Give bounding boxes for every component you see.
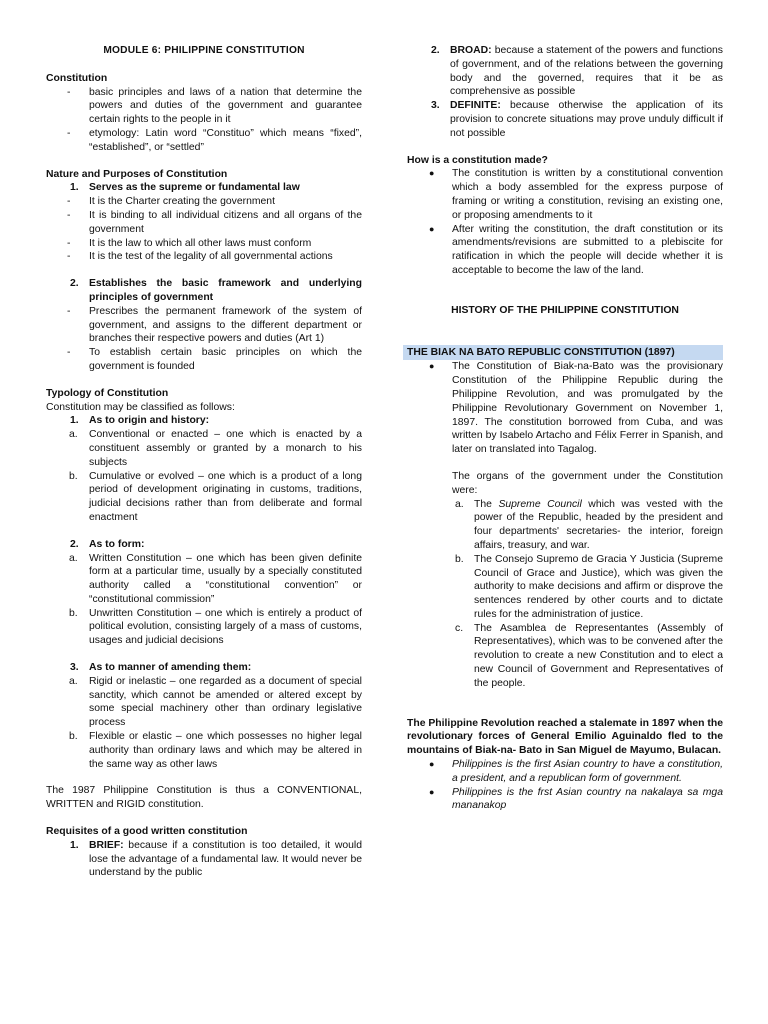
module-title: MODULE 6: PHILIPPINE CONSTITUTION	[103, 45, 305, 56]
stalemate-paragraph: The Philippine Revolution reached a stalemate in 1897 when the revolutionary forces of General Emilio Aguinaldo fled to the mountains of Biak-na- Bato in San Miguel de Mayumo, Bulacan.	[407, 717, 723, 757]
list-item: - Prescribes the permanent framework of the system of government, and assigns to the different department or branches their respective powers and duties (Art 1)	[67, 305, 362, 345]
list-item: 3. DEFINITE: because otherwise the application of its provision to concrete situations may prove unduly difficult if not possible	[431, 100, 723, 139]
list-item: a. Conventional or enacted – one which is enacted by a constituent assembly or granted by a monarch to his subjects	[69, 429, 362, 468]
list-item: b. The Consejo Supremo de Gracia Y Justicia (Supreme Council of Grace and Justice), which was given the authority to make decisions and affirm or disprove the sentences rendered by other courts and to dictate rules for the administration of justice.	[455, 553, 723, 620]
how-made-section	[407, 154, 723, 278]
biak-title: THE BIAK NA BATO REPUBLIC CONSTITUTION (1897)	[403, 345, 723, 361]
nature-point-1: 1. Serves as the supreme or fundamental law	[70, 182, 300, 194]
list-item: ● Philippines is the frst Asian country na nakalaya sa mga mananakop	[429, 786, 723, 812]
list-item: b. Cumulative or evolved – one which is a product of a long period of development originating in customs, traditions, judicial decisions rather than from deliberate and formal enactment	[69, 470, 362, 523]
nature-section	[46, 168, 362, 374]
requisites-heading: Requisites of a good written constitution	[46, 826, 248, 838]
requisites-list-right	[407, 44, 723, 141]
typology-section: Typology of Constitution Constitution may be classified as follows: 1. As to origin and history: a. Conventional or enacted – one which is enacted by a constituent assembly or granted by a monarch to his subjects b. Cumulative or evolved – one which is a product of a long period of development originating in customs, traditions, judicial decisions rather than from deliberate and formal enactment 2. As to form: a. Written Constitution – one which has been given definite form at a particular time, usually by a specially constituted authority called a “constitutional convention” or “constitutional commission” b. Unwritten Constitution – one which is entirely a product of political evolution, consisting largely of a mass of customs, usages and judicial decisions 3. As to manner of amending them: a. Rigid or inelastic – one regarded as a document of special sanctity, which cannot be amended or altered except by some special machinery other than ordinary legislative process b. Flexible or elastic – one which possesses no higher legal authority than ordinary laws and which may be altered in the same way as other laws The 1987 Philippine Constitution is thus a CONVENTIONAL, WRITTEN and RIGID constitution.	[46, 387, 362, 811]
constitution-section	[46, 72, 362, 155]
list-item: 1. BRIEF: because if a constitution is too detailed, it would lose the advantage of a fundamental law. It would never be understand by the public	[70, 839, 362, 879]
right-column	[407, 44, 723, 813]
list-item: - To establish certain basic principles on which the government is founded	[67, 347, 362, 372]
constitution-heading: Constitution	[46, 72, 108, 84]
list-item: 2. BROAD: because a statement of the powers and functions of government, and of the relations between the governing body and the governed, requires that it be as comprehensive as possible	[431, 45, 723, 98]
history-heading: HISTORY OF THE PHILIPPINE CONSTITUTION	[451, 304, 679, 316]
requisites-section	[46, 825, 362, 880]
list-item: - etymology: Latin word “Constituo” which means “fixed”, “established”, or “settled”	[67, 127, 362, 153]
list-item: a. Rigid or inelastic – one regarded as a document of special sanctity, which cannot be amended or altered except by some special machinery other than ordinary legislative process	[69, 675, 362, 729]
nature-heading: Nature and Purposes of Constitution	[46, 168, 228, 180]
nature-point-1-list	[46, 195, 362, 264]
nature-point-2: 2. Establishes the basic framework and underlying principles of government	[70, 278, 362, 303]
list-item: ● Philippines is the first Asian country to have a constitution, a president, and a republican form of government.	[429, 759, 723, 784]
list-item: - It is the Charter creating the government	[67, 196, 275, 208]
list-item: - basic principles and laws of a nation that determine the powers and duties of the government and guarantee certain rights to the people in it	[67, 86, 362, 126]
how-made-list	[407, 167, 723, 277]
typology-summary: The 1987 Philippine Constitution is thus a CONVENTIONAL, WRITTEN and RIGID constitution.	[46, 785, 362, 811]
how-made-heading: How is a constitution made?	[407, 154, 548, 166]
typology-origin-list	[46, 428, 362, 525]
list-item: b. Flexible or elastic – one which possesses no higher legal authority than ordinary laws and which may be altered in the same way as other laws	[69, 731, 362, 770]
list-item: ● The Constitution of Biak-na-Bato was the provisionary Constitution of the Philippine Republic during the Philippine Revolution, and was promulgated by the Philippine Revolutionary Government on November 1, 1897. The constitution borrowed from Cuba, and was written by Isabelo Artacho and Félix Ferrer in Spanish, and later on translated into Tagalog.	[429, 361, 723, 456]
list-item: - It is the law to which all other laws must conform	[67, 237, 312, 249]
typology-intro: Constitution may be classified as follows:	[46, 401, 235, 413]
list-item: - It is binding to all individual citizens and all organs of the government	[67, 209, 362, 235]
organs-list	[452, 498, 723, 691]
list-item: b. Unwritten Constitution – one which is entirely a product of political evolution, consisting largely of a mass of customs, usages and judicial decisions	[69, 607, 362, 647]
facts-list	[407, 758, 723, 813]
list-item: ● The constitution is written by a constitutional convention which a body assembled for the express purpose of framing or writing a constitution, revising an existing one, or proposing amendments to it	[429, 168, 723, 221]
nature-point-2-list	[46, 305, 362, 374]
typology-heading: Typology of Constitution	[46, 387, 169, 399]
typology-amending-list	[46, 675, 362, 772]
requisites-list-left	[46, 839, 362, 880]
constitution-list	[46, 86, 362, 155]
list-item: a. Written Constitution – one which has been given definite form at a particular time, usually by a specially constituted authority called a “constitutional convention” or “constitutional commission”	[69, 552, 362, 605]
typology-form-list	[46, 552, 362, 649]
list-item: c. The Asamblea de Representantes (Assembly of Representatives), which was to be convened after the revolution to create a new Constitution and to elect a new Council of Government and Representatives of the people.	[455, 622, 723, 689]
list-item: ● After writing the constitution, the draft constitution or its amendments/revisions are submitted to a plebiscite for ratification in which the people will decide whether it is acceptable to become the law of the land.	[429, 223, 723, 276]
left-column	[46, 44, 362, 893]
biak-section	[407, 345, 723, 691]
organs-intro: The organs of the government under the Constitution were:	[452, 470, 723, 496]
list-item: - It is the test of the legality of all governmental actions	[67, 251, 333, 263]
list-item: a. The Supreme Council which was vested with the power of the Republic, headed by the president and four departments' secretaries- the interior, foreign affairs, treasury, and war.	[455, 498, 723, 551]
